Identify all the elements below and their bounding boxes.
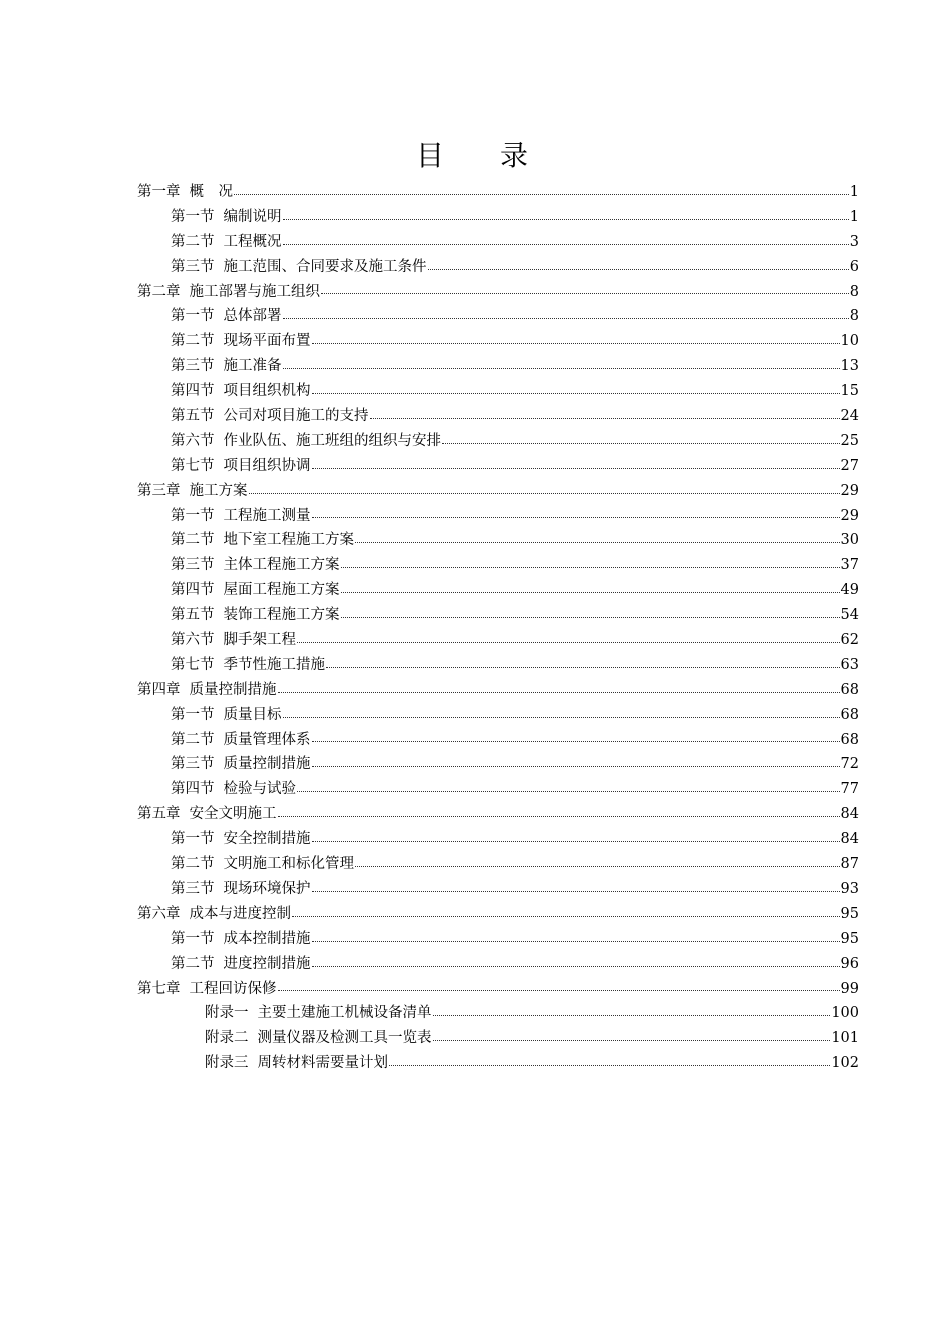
toc-dot-leader <box>283 243 849 245</box>
toc-dot-leader <box>283 367 840 369</box>
toc-entry-title: 工程概况 <box>223 233 282 250</box>
toc-entry[interactable] <box>0 379 859 404</box>
toc-entry[interactable] <box>0 877 859 902</box>
toc-entry-page-number: 13 <box>840 358 859 375</box>
toc-entry[interactable] <box>0 553 859 578</box>
toc-dot-leader <box>389 1064 830 1066</box>
toc-dot-leader <box>312 342 840 344</box>
toc-dot-leader <box>433 1014 831 1016</box>
toc-entry[interactable] <box>0 504 859 529</box>
toc-entry-title: 公司对项目施工的支持 <box>223 408 369 425</box>
toc-dot-leader <box>341 591 840 593</box>
toc-entry-number: 第一节 <box>171 208 215 225</box>
toc-entry-number: 附录二 <box>205 1030 249 1047</box>
toc-dot-leader <box>283 218 849 220</box>
toc-entry-number: 第二节 <box>171 532 215 549</box>
toc-entry-title: 作业队伍、施工班组的组织与安排 <box>223 432 441 449</box>
toc-entry-page-number: 93 <box>840 880 859 897</box>
toc-entry-page-number: 29 <box>840 507 859 524</box>
toc-entry[interactable] <box>0 429 859 454</box>
toc-entry-page-number: 87 <box>840 856 859 873</box>
toc-entry-page-number: 68 <box>840 681 859 698</box>
toc-entry-title: 施工准备 <box>223 358 282 375</box>
toc-entry-title: 质量控制措施 <box>189 681 277 698</box>
toc-entry-title: 施工范围、合同要求及施工条件 <box>223 258 427 275</box>
toc-entry[interactable] <box>0 977 859 1002</box>
toc-entry[interactable] <box>0 454 859 479</box>
toc-entry-page-number: 37 <box>840 557 859 574</box>
toc-entry-number: 第二节 <box>171 333 215 350</box>
page-title: 目录 <box>415 139 584 172</box>
toc-entry-number: 第六节 <box>171 632 215 649</box>
toc-entry-title: 总体部署 <box>223 308 282 325</box>
toc-entry-page-number: 30 <box>840 532 859 549</box>
toc-entry-page-number: 54 <box>840 607 859 624</box>
toc-entry[interactable] <box>0 230 859 255</box>
toc-entry-title: 工程施工测量 <box>223 507 311 524</box>
toc-entry-page-number: 95 <box>840 905 859 922</box>
toc-entry-title: 质量目标 <box>223 706 282 723</box>
toc-entry-page-number: 3 <box>849 233 859 250</box>
toc-dot-leader <box>312 965 840 967</box>
toc-entry-number: 第一章 <box>137 184 181 200</box>
toc-entry-number: 第四节 <box>171 582 215 599</box>
toc-entry-number: 第五节 <box>171 607 215 624</box>
toc-dot-leader <box>312 890 840 892</box>
toc-entry-title: 施工方案 <box>189 482 248 499</box>
toc-entry-number: 第五节 <box>171 408 215 425</box>
toc-dot-leader <box>312 840 840 842</box>
toc-entry-title: 现场环境保护 <box>223 880 311 897</box>
toc-dot-leader <box>355 541 840 543</box>
toc-dot-leader <box>283 716 840 718</box>
toc-entry-page-number: 27 <box>840 457 859 474</box>
toc-entry-title: 主体工程施工方案 <box>223 557 340 574</box>
toc-entry-title: 季节性施工措施 <box>223 656 325 673</box>
toc-entry-number: 第四章 <box>137 681 181 698</box>
toc-dot-leader <box>312 467 840 469</box>
toc-entry-number: 第七节 <box>171 457 215 474</box>
toc-entry-title: 进度控制措施 <box>223 955 311 972</box>
toc-entry[interactable] <box>0 827 859 852</box>
toc-entry[interactable] <box>0 578 859 603</box>
toc-entry-page-number: 95 <box>840 930 859 947</box>
toc-entry[interactable] <box>0 354 859 379</box>
toc-entry[interactable] <box>0 802 859 827</box>
toc-dot-leader <box>292 915 840 917</box>
toc-entry[interactable] <box>0 653 859 678</box>
toc-entry-title: 主要土建施工机械设备清单 <box>257 1005 432 1022</box>
toc-dot-leader <box>341 616 840 618</box>
toc-entry[interactable] <box>0 1001 859 1026</box>
toc-dot-leader <box>321 292 849 294</box>
toc-entry-title: 脚手架工程 <box>223 632 296 649</box>
toc-entry-page-number: 72 <box>840 756 859 773</box>
toc-dot-leader <box>433 1039 831 1041</box>
toc-entry-page-number: 25 <box>840 432 859 449</box>
toc-entry[interactable] <box>0 902 859 927</box>
toc-entry-number: 第五章 <box>137 806 181 823</box>
toc-dot-leader <box>312 516 840 518</box>
toc-entry-title: 质量管理体系 <box>223 731 311 748</box>
toc-entry-page-number: 100 <box>831 1005 859 1022</box>
toc-entry[interactable] <box>0 952 859 977</box>
toc-dot-leader <box>341 566 840 568</box>
toc-entry-page-number: 84 <box>840 831 859 848</box>
toc-dot-leader <box>355 865 840 867</box>
toc-entry[interactable] <box>0 404 859 429</box>
toc-entry-page-number: 68 <box>840 731 859 748</box>
toc-entry-number: 第三节 <box>171 756 215 773</box>
toc-entry-title: 质量控制措施 <box>223 756 311 773</box>
toc-entry[interactable] <box>0 777 859 802</box>
toc-entry-number: 第六节 <box>171 432 215 449</box>
toc-entry[interactable] <box>0 304 859 329</box>
toc-entry-number: 第二节 <box>171 856 215 873</box>
toc-entry-title: 项目组织机构 <box>223 383 311 400</box>
toc-entry-number: 第一节 <box>171 831 215 848</box>
toc-entry-title: 地下室工程施工方案 <box>223 532 354 549</box>
toc-entry[interactable] <box>0 852 859 877</box>
toc-entry-title: 成本控制措施 <box>223 930 311 947</box>
toc-entry[interactable] <box>0 1026 859 1051</box>
toc-entry-title: 装饰工程施工方案 <box>223 607 340 624</box>
toc-entry-number: 第二节 <box>171 955 215 972</box>
toc-entry-number: 第一节 <box>171 930 215 947</box>
toc-entry-number: 附录一 <box>205 1005 249 1022</box>
toc-entry-page-number: 24 <box>840 408 859 425</box>
toc-entry-number: 第三节 <box>171 880 215 897</box>
toc-entry-page-number: 62 <box>840 632 859 649</box>
toc-dot-leader <box>326 666 840 668</box>
toc-entry-page-number: 77 <box>840 781 859 798</box>
toc-entry-page-number: 68 <box>840 706 859 723</box>
toc-dot-leader <box>370 417 840 419</box>
toc-entry-page-number: 6 <box>849 258 859 275</box>
toc-dot-leader <box>428 268 849 270</box>
toc-dot-leader <box>312 740 840 742</box>
toc-entry-number: 第七章 <box>137 980 181 997</box>
toc-entry-number: 附录三 <box>205 1055 249 1072</box>
toc-entry[interactable] <box>0 603 859 628</box>
toc-entry-title: 测量仪器及检测工具一览表 <box>257 1030 432 1047</box>
toc-entry-page-number: 49 <box>840 582 859 599</box>
toc-entry-title: 施工部署与施工组织 <box>189 283 320 300</box>
toc-dot-leader <box>278 691 840 693</box>
toc-entry[interactable] <box>0 752 859 777</box>
toc-dot-leader <box>297 641 840 643</box>
toc-entry-number: 第一节 <box>171 507 215 524</box>
toc-entry-number: 第三节 <box>171 358 215 375</box>
toc-entry[interactable] <box>0 678 859 703</box>
toc-dot-leader <box>312 392 840 394</box>
toc-entry-title: 安全控制措施 <box>223 831 311 848</box>
toc-entry[interactable] <box>0 280 859 305</box>
toc-entry-page-number: 10 <box>840 333 859 350</box>
toc-entry-number: 第一节 <box>171 308 215 325</box>
toc-entry-title: 概 况 <box>189 184 233 200</box>
toc-entry-page-number: 15 <box>840 383 859 400</box>
toc-entry-page-number: 102 <box>831 1055 859 1072</box>
toc-entry-title: 成本与进度控制 <box>189 905 291 922</box>
toc-entry-title: 工程回访保修 <box>189 980 277 997</box>
toc-dot-leader <box>312 765 840 767</box>
toc-entry-title: 编制说明 <box>223 208 282 225</box>
toc-entry[interactable] <box>0 255 859 280</box>
toc-entry-number: 第三节 <box>171 557 215 574</box>
toc-entry-page-number: 29 <box>840 482 859 499</box>
toc-entry-number: 第三章 <box>137 482 181 499</box>
toc-dot-leader <box>278 989 840 991</box>
toc-entry-title: 安全文明施工 <box>189 806 277 823</box>
toc-dot-leader <box>234 193 849 195</box>
toc-entry-number: 第六章 <box>137 905 181 922</box>
toc-entry[interactable] <box>0 479 859 504</box>
toc-entry[interactable] <box>0 703 859 728</box>
toc-entry-number: 第七节 <box>171 656 215 673</box>
table-of-contents <box>0 180 950 1076</box>
toc-dot-leader <box>249 492 840 494</box>
toc-entry[interactable] <box>0 1051 859 1076</box>
toc-entry-page-number: 8 <box>849 308 859 325</box>
toc-entry[interactable] <box>0 728 859 753</box>
toc-entry[interactable] <box>0 927 859 952</box>
toc-entry-number: 第二节 <box>171 233 215 250</box>
toc-entry-page-number: 1 <box>849 208 859 225</box>
toc-dot-leader <box>283 317 849 319</box>
toc-entry-page-number: 84 <box>840 806 859 823</box>
toc-entry-number: 第二章 <box>137 283 181 300</box>
toc-dot-leader <box>312 940 840 942</box>
toc-entry-page-number: 8 <box>849 283 859 300</box>
toc-entry-title: 屋面工程施工方案 <box>223 582 340 599</box>
toc-entry-title: 文明施工和标化管理 <box>223 856 354 873</box>
toc-entry-number: 第四节 <box>171 781 215 798</box>
toc-entry-page-number: 101 <box>831 1030 859 1047</box>
toc-dot-leader <box>278 815 840 817</box>
toc-entry-page-number: 99 <box>840 980 859 997</box>
toc-entry-title: 现场平面布置 <box>223 333 311 350</box>
toc-entry-title: 周转材料需要量计划 <box>257 1055 388 1072</box>
toc-entry[interactable] <box>0 628 859 653</box>
toc-entry-page-number: 63 <box>840 656 859 673</box>
toc-entry-number: 第二节 <box>171 731 215 748</box>
toc-entry-title: 检验与试验 <box>223 781 296 798</box>
toc-entry-page-number: 96 <box>840 955 859 972</box>
toc-entry-number: 第三节 <box>171 258 215 275</box>
toc-entry-page-number: 1 <box>849 184 859 200</box>
toc-entry-number: 第一节 <box>171 706 215 723</box>
toc-entry[interactable] <box>0 180 859 205</box>
toc-entry-title: 项目组织协调 <box>223 457 311 474</box>
toc-entry[interactable] <box>0 329 859 354</box>
toc-entry[interactable] <box>0 205 859 230</box>
toc-entry-number: 第四节 <box>171 383 215 400</box>
toc-entry[interactable] <box>0 528 859 553</box>
toc-dot-leader <box>297 790 840 792</box>
toc-dot-leader <box>442 442 840 444</box>
